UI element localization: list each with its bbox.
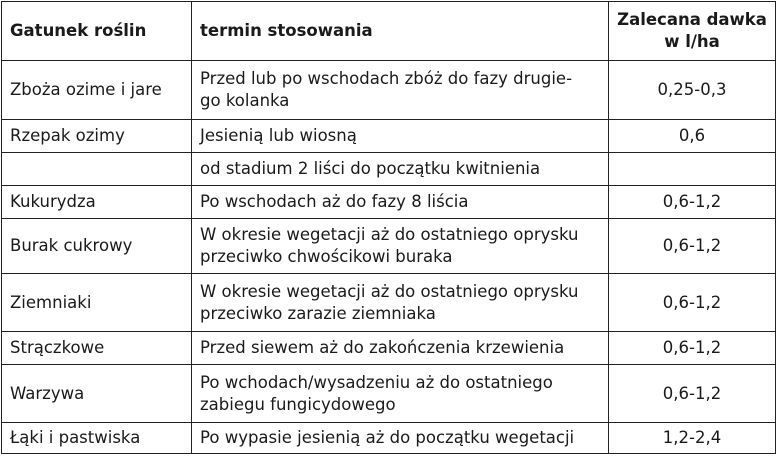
header-plant: Gatunek roślin [2,2,192,61]
term-line: go kolanka [200,91,290,110]
plant-cell: Rzepak ozimy [2,120,192,153]
term-line: W okresie wegetacji aż do ostatniego oprysku [200,281,579,301]
dose-cell: 1,2-2,4 [609,423,776,454]
header-row [2,2,776,61]
table-row [2,153,776,186]
term-line: Przed lub po wschodach zbóż do fazy drugie- [200,69,573,88]
dose-cell: 0,6-1,2 [609,186,776,219]
table-row [2,219,776,274]
dose-cell: 0,6-1,2 [609,219,776,274]
header-dose [609,2,776,61]
term-line: Po wchodach/wysadzeniu aż do ostatniego [200,372,553,392]
header-dose-line1: Zalecana dawka [617,10,767,29]
dose-cell: 0,6-1,2 [609,274,776,332]
plant-cell: Kukurydza [2,186,192,219]
dosage-table [1,1,776,454]
term-cell: Po wypasie jesienią aż do początku wegetacji [192,423,609,454]
plant-cell: Warzywa [2,365,192,423]
table-row [2,365,776,423]
term-line: zabiegu fungicydowego [200,394,396,414]
term-line: przeciwko zarazie ziemniaka [200,303,436,323]
term-cell [192,365,609,423]
term-line: przeciwko chwościkowi buraka [200,247,453,266]
plant-cell: Ziemniaki [2,274,192,332]
dose-cell: 0,25-0,3 [609,61,776,120]
dose-cell: 0,6-1,2 [609,365,776,423]
term-cell: od stadium 2 liści do początku kwitnienia [192,153,609,186]
dose-cell: 0,6-1,2 [609,332,776,365]
plant-cell [2,153,192,186]
table-row [2,120,776,153]
dose-cell: 0,6 [609,120,776,153]
term-line: W okresie wegetacji aż do ostatniego oprysku [200,225,579,244]
table-row [2,61,776,120]
plant-cell: Strączkowe [2,332,192,365]
table-row [2,423,776,454]
term-cell [192,61,609,120]
term-cell: Przed siewem aż do zakończenia krzewienia [192,332,609,365]
plant-cell: Łąki i pastwiska [2,423,192,454]
plant-cell: Zboża ozime i jare [2,61,192,120]
term-cell: Jesienią lub wiosną [192,120,609,153]
table-row [2,332,776,365]
dose-cell [609,153,776,186]
table-row [2,274,776,332]
header-term: termin stosowania [192,2,609,61]
term-cell [192,219,609,274]
table-row [2,186,776,219]
header-dose-line2: w l/ha [664,32,720,51]
term-cell [192,274,609,332]
plant-cell: Burak cukrowy [2,219,192,274]
term-cell: Po wschodach aż do fazy 8 liścia [192,186,609,219]
